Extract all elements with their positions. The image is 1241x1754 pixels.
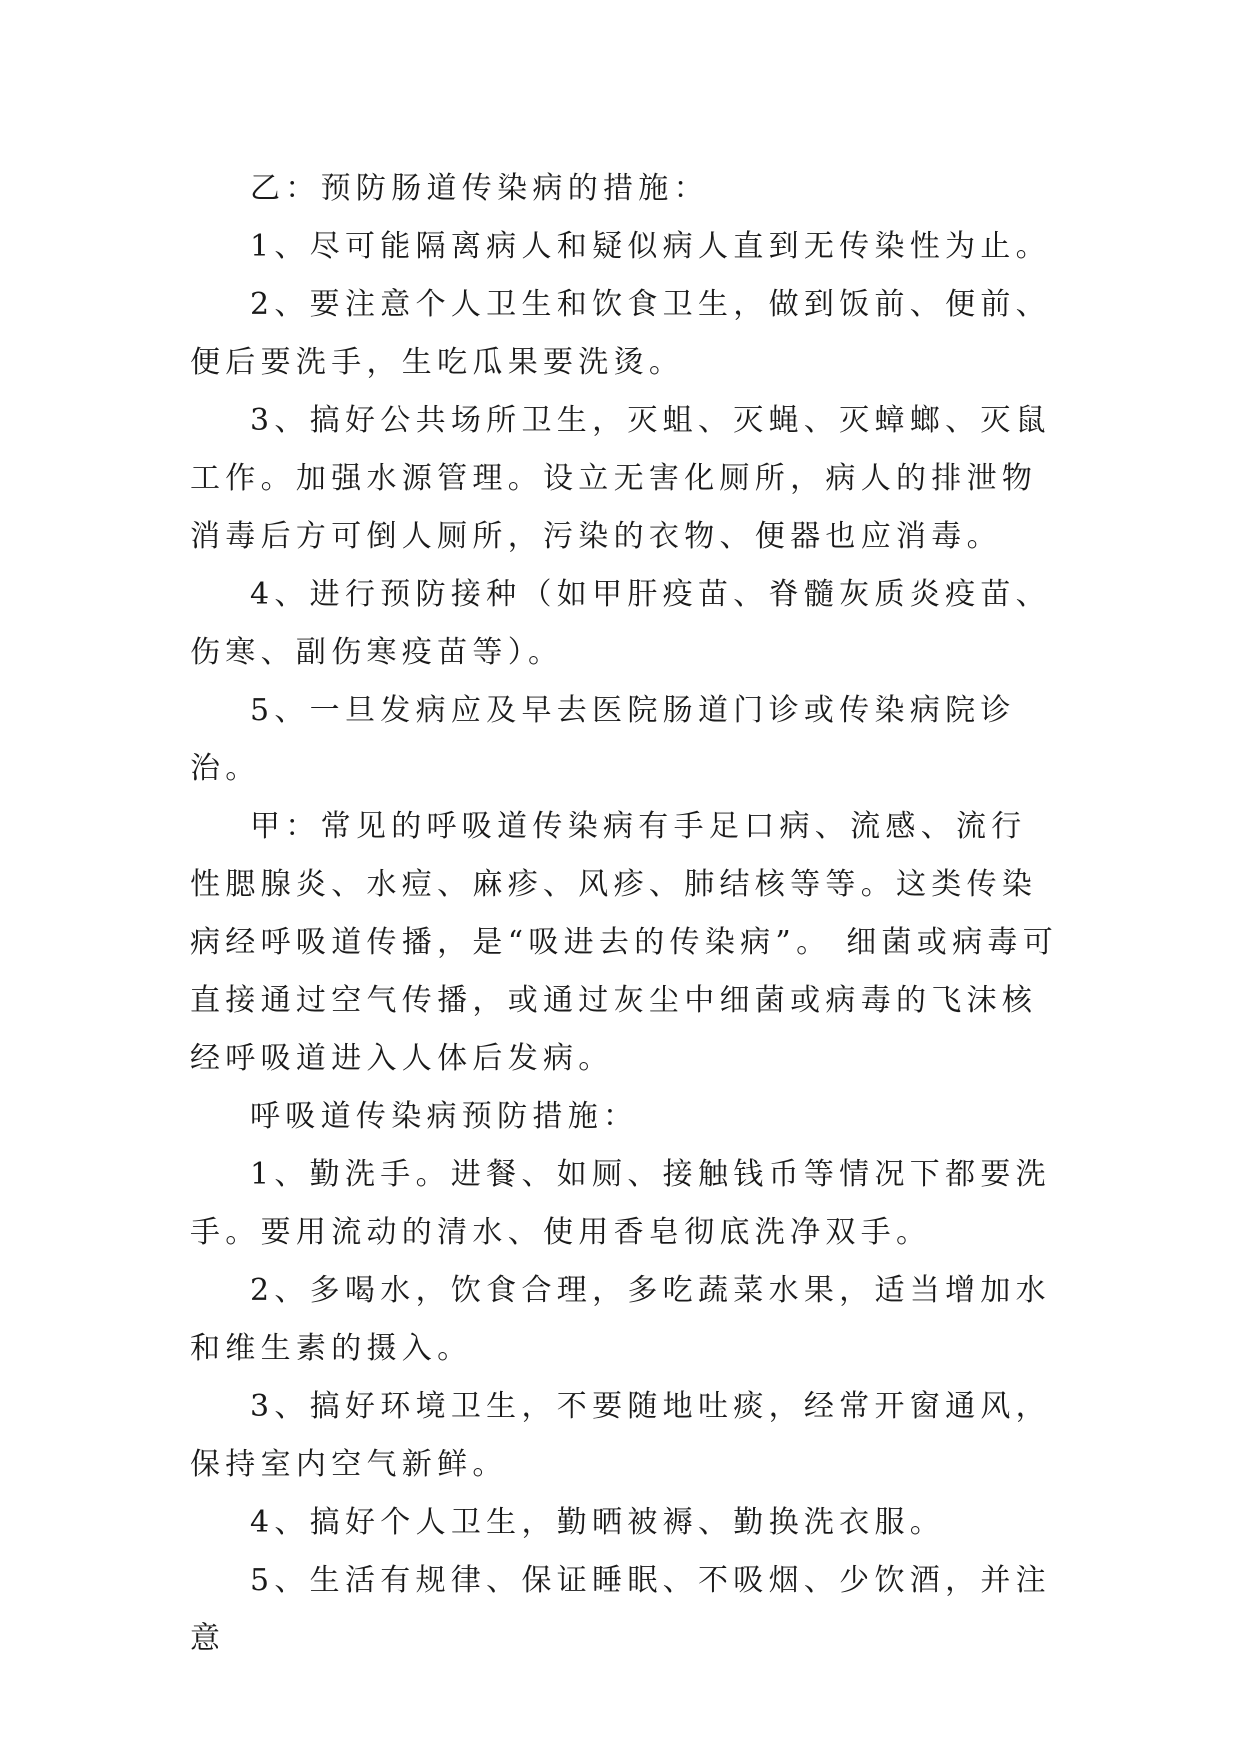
respiratory-measure-3: 3、搞好环境卫生，不要随地吐痰，经常开窗通风，保持室内空气新鲜。 [190, 1389, 1051, 1482]
respiratory-measure-5: 5、生活有规律、保证睡眠、不吸烟、少饮酒，并注意 [190, 1563, 1051, 1656]
section-heading-intestinal: 乙：预防肠道传染病的措施： [250, 171, 709, 206]
section-heading-respiratory: 呼吸道传染病预防措施： [250, 1099, 639, 1134]
intestinal-measure-1: 1、尽可能隔离病人和疑似病人直到无传染性为止。 [250, 229, 1051, 264]
intestinal-measure-2: 2、要注意个人卫生和饮食卫生，做到饭前、便前、便后要洗手，生吃瓜果要洗烫。 [190, 287, 1051, 380]
respiratory-measure-2: 2、多喝水，饮食合理，多吃蔬菜水果，适当增加水和维生素的摄入。 [190, 1273, 1051, 1366]
intestinal-measure-5: 5、一旦发病应及早去医院肠道门诊或传染病院诊治。 [190, 693, 1016, 786]
respiratory-measure-4: 4、搞好个人卫生，勤晒被褥、勤换洗衣服。 [250, 1505, 946, 1540]
intestinal-measure-3: 3、搞好公共场所卫生，灭蛆、灭蝇、灭蟑螂、灭鼠工作。加强水源管理。设立无害化厕所，病人的排泄物消毒后方可倒人厕所，污染的衣物、便器也应消毒。 [190, 403, 1051, 554]
document-page [190, 160, 1060, 1668]
respiratory-overview: 甲：常见的呼吸道传染病有手足口病、流感、流行性腮腺炎、水痘、麻疹、风疹、肺结核等等。这类传染病经呼吸道传播，是“吸进去的传染病”。 细菌或病毒可直接通过空气传播，或通过灰尘中细菌或病毒的飞沫核经呼吸道进入人体后发病。 [190, 809, 1059, 1076]
intestinal-measure-4: 4、进行预防接种（如甲肝疫苗、脊髓灰质炎疫苗、伤寒、副伤寒疫苗等）。 [190, 577, 1051, 670]
respiratory-measure-1: 1、勤洗手。进餐、如厕、接触钱币等情况下都要洗手。要用流动的清水、使用香皂彻底洗净双手。 [190, 1157, 1051, 1250]
